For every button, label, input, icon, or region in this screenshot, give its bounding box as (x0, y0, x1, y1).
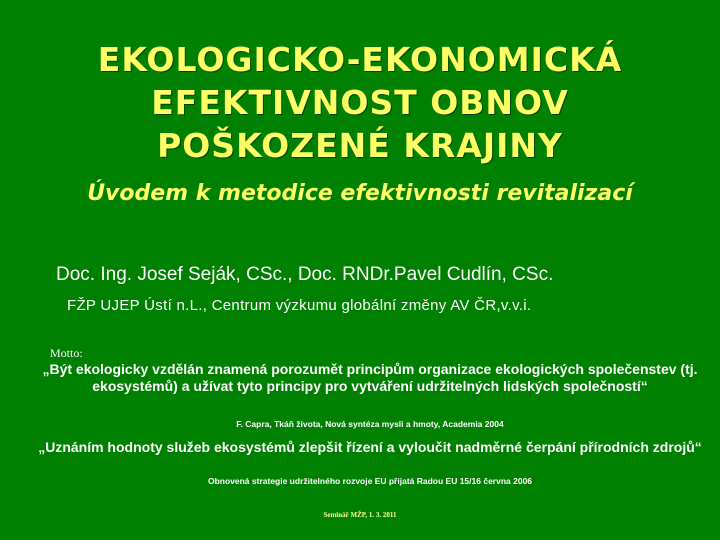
slide-title (0, 38, 720, 167)
title-line-3: POŠKOZENÉ KRAJINY (157, 126, 563, 165)
title-line-1: EKOLOGICKO-EKONOMICKÁ (97, 40, 623, 79)
footer-seminar: Seminář MŽP, 1. 3. 2011 (323, 511, 397, 519)
motto-quote-capra: „Být ekologicky vzdělán znamená porozumět principům organizace ekologických společenstev (tj. ekosystémů) a užívat tyto principy pro vytváření udržitelných lidských společností“ (42, 361, 698, 394)
slide-subtitle: Úvodem k metodice efektivnosti revitalizací (87, 181, 633, 206)
motto-source-capra: F. Capra, Tkáň života, Nová syntéza mysli a hmoty, Academia 2004 (236, 419, 504, 429)
title-line-2: EFEKTIVNOST OBNOV (151, 83, 569, 122)
affiliation: FŽP UJEP Ústí n.L., Centrum výzkumu globální změny AV ČR,v.v.i. (67, 297, 532, 314)
motto-quote-eu: „Uznáním hodnoty služeb ekosystémů zlepšit řízení a vyloučit nadměrné čerpání přírodních zdrojů“ (38, 439, 702, 455)
motto-label: Motto: (50, 346, 83, 360)
authors: Doc. Ing. Josef Seják, CSc., Doc. RNDr.Pavel Cudlín, CSc. (56, 264, 554, 285)
motto-source-eu: Obnovená strategie udržitelného rozvoje EU přijatá Radou EU 15/16 června 2006 (207, 476, 533, 486)
